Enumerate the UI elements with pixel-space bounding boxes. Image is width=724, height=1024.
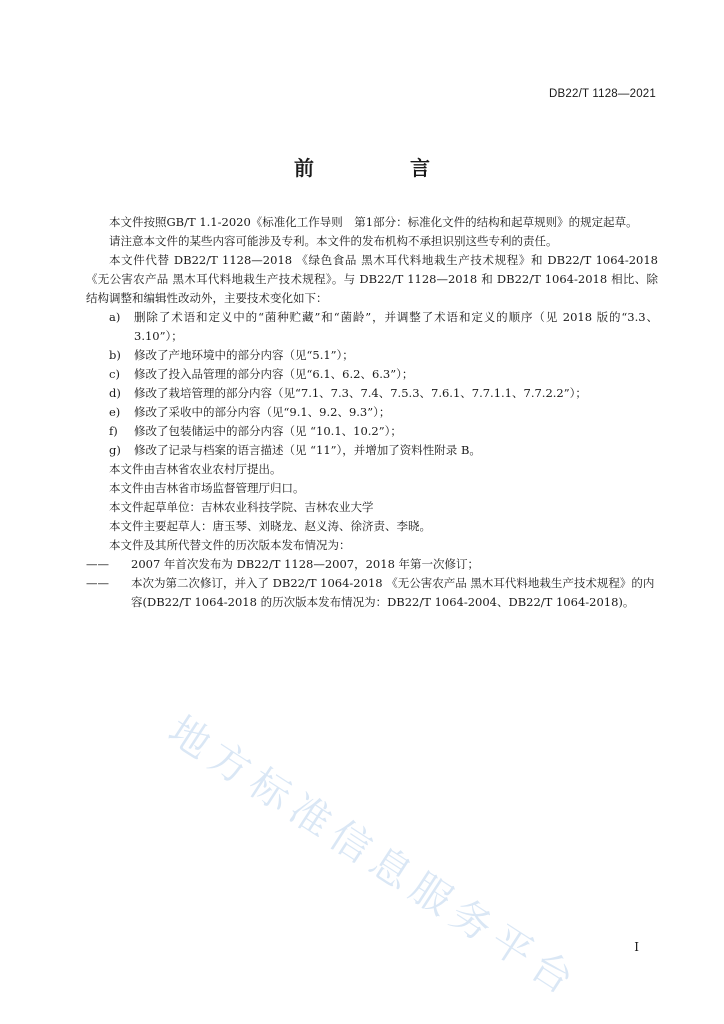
page-number: I bbox=[634, 940, 639, 954]
list-text: 修改了采收中的部分内容（见“9.1、9.2、9.3”）； bbox=[134, 405, 391, 419]
list-text: 修改了投入品管理的部分内容（见“6.1、6.2、6.3”）； bbox=[134, 367, 414, 381]
history-dash: —— bbox=[86, 576, 109, 590]
history-list bbox=[86, 555, 658, 612]
history-text: 2007 年首次发布为 DB22/T 1128—2007，2018 年第一次修订； bbox=[131, 557, 480, 571]
document-body bbox=[86, 213, 658, 612]
page-code: DB22/T 1128—2021 bbox=[549, 88, 656, 100]
paragraph: 请注意本文件的某些内容可能涉及专利。本文件的发布机构不承担识别这些专利的责任。 bbox=[109, 234, 558, 248]
list-text: 修改了包装储运中的部分内容（见 “10.1、10.2”）； bbox=[134, 424, 402, 438]
list-text: 修改了产地环境中的部分内容（见“5.1”）； bbox=[134, 348, 354, 362]
watermark: 地方标准信息服务平台 bbox=[160, 707, 588, 1008]
page-title: 前 言 bbox=[294, 156, 468, 180]
history-dash: —— bbox=[86, 557, 109, 571]
list-item bbox=[86, 441, 658, 460]
paragraph: 本文件按照GB/T 1.1-2020《标准化工作导则 第1部分：标准化文件的结构和起草规则》的规定起草。 bbox=[109, 215, 638, 229]
history-item bbox=[86, 574, 658, 612]
list-text: 修改了栽培管理的部分内容（见“7.1、7.3、7.4、7.5.3、7.6.1、7.7.1.1、7.7.2.2”）； bbox=[134, 386, 587, 400]
paragraph: 本文件代替 DB22/T 1128—2018 《绿色食品 黑木耳代料地栽生产技术规程》和 DB22/T 1064-2018 《无公害农产品 黑木耳代料地栽生产技术规程》。与 DB22/T 1128—2018 和 DB22/T 1064-2018 相比、除结构调整和编辑性改动外，主要技术变化如下： bbox=[86, 253, 658, 305]
paragraph: 本文件主要起草人：唐玉琴、刘晓龙、赵义涛、徐济责、李晓。 bbox=[109, 519, 431, 533]
paragraph: 本文件由吉林省农业农村厅提出。 bbox=[109, 462, 282, 476]
paragraph: 本文件由吉林省市场监督管理厅归口。 bbox=[109, 481, 305, 495]
list-marker: b) bbox=[109, 348, 121, 362]
list-text: 修改了记录与档案的语言描述（见 “11”），并增加了资料性附录 B。 bbox=[134, 443, 481, 457]
list-text: 删除了术语和定义中的“菌种贮藏”和“菌龄”，并调整了术语和定义的顺序（见 2018 版的“3.3、3.10”）； bbox=[134, 310, 658, 343]
history-item bbox=[86, 555, 658, 574]
list-marker: f) bbox=[109, 424, 118, 438]
list-marker: c) bbox=[109, 367, 120, 381]
list-item bbox=[86, 403, 658, 422]
change-list bbox=[86, 308, 658, 460]
list-item bbox=[86, 384, 658, 403]
list-marker: d) bbox=[109, 386, 121, 400]
list-marker: e) bbox=[109, 405, 121, 419]
list-marker: g) bbox=[109, 443, 121, 457]
list-item bbox=[86, 365, 658, 384]
list-item bbox=[86, 308, 658, 346]
list-item bbox=[86, 422, 658, 441]
paragraph: 本文件起草单位：吉林农业科技学院、吉林农业大学 bbox=[109, 500, 374, 514]
paragraph: 本文件及其所代替文件的历次版本发布情况为： bbox=[109, 538, 351, 552]
history-text: 本次为第二次修订，并入了 DB22/T 1064-2018 《无公害农产品 黑木耳代料地栽生产技术规程》的内容(DB22/T 1064-2018 的历次版本发布情况为：DB22/T 1064-2004、DB22/T 1064-2018)。 bbox=[131, 576, 655, 609]
list-item bbox=[86, 346, 658, 365]
list-marker: a) bbox=[109, 310, 121, 324]
